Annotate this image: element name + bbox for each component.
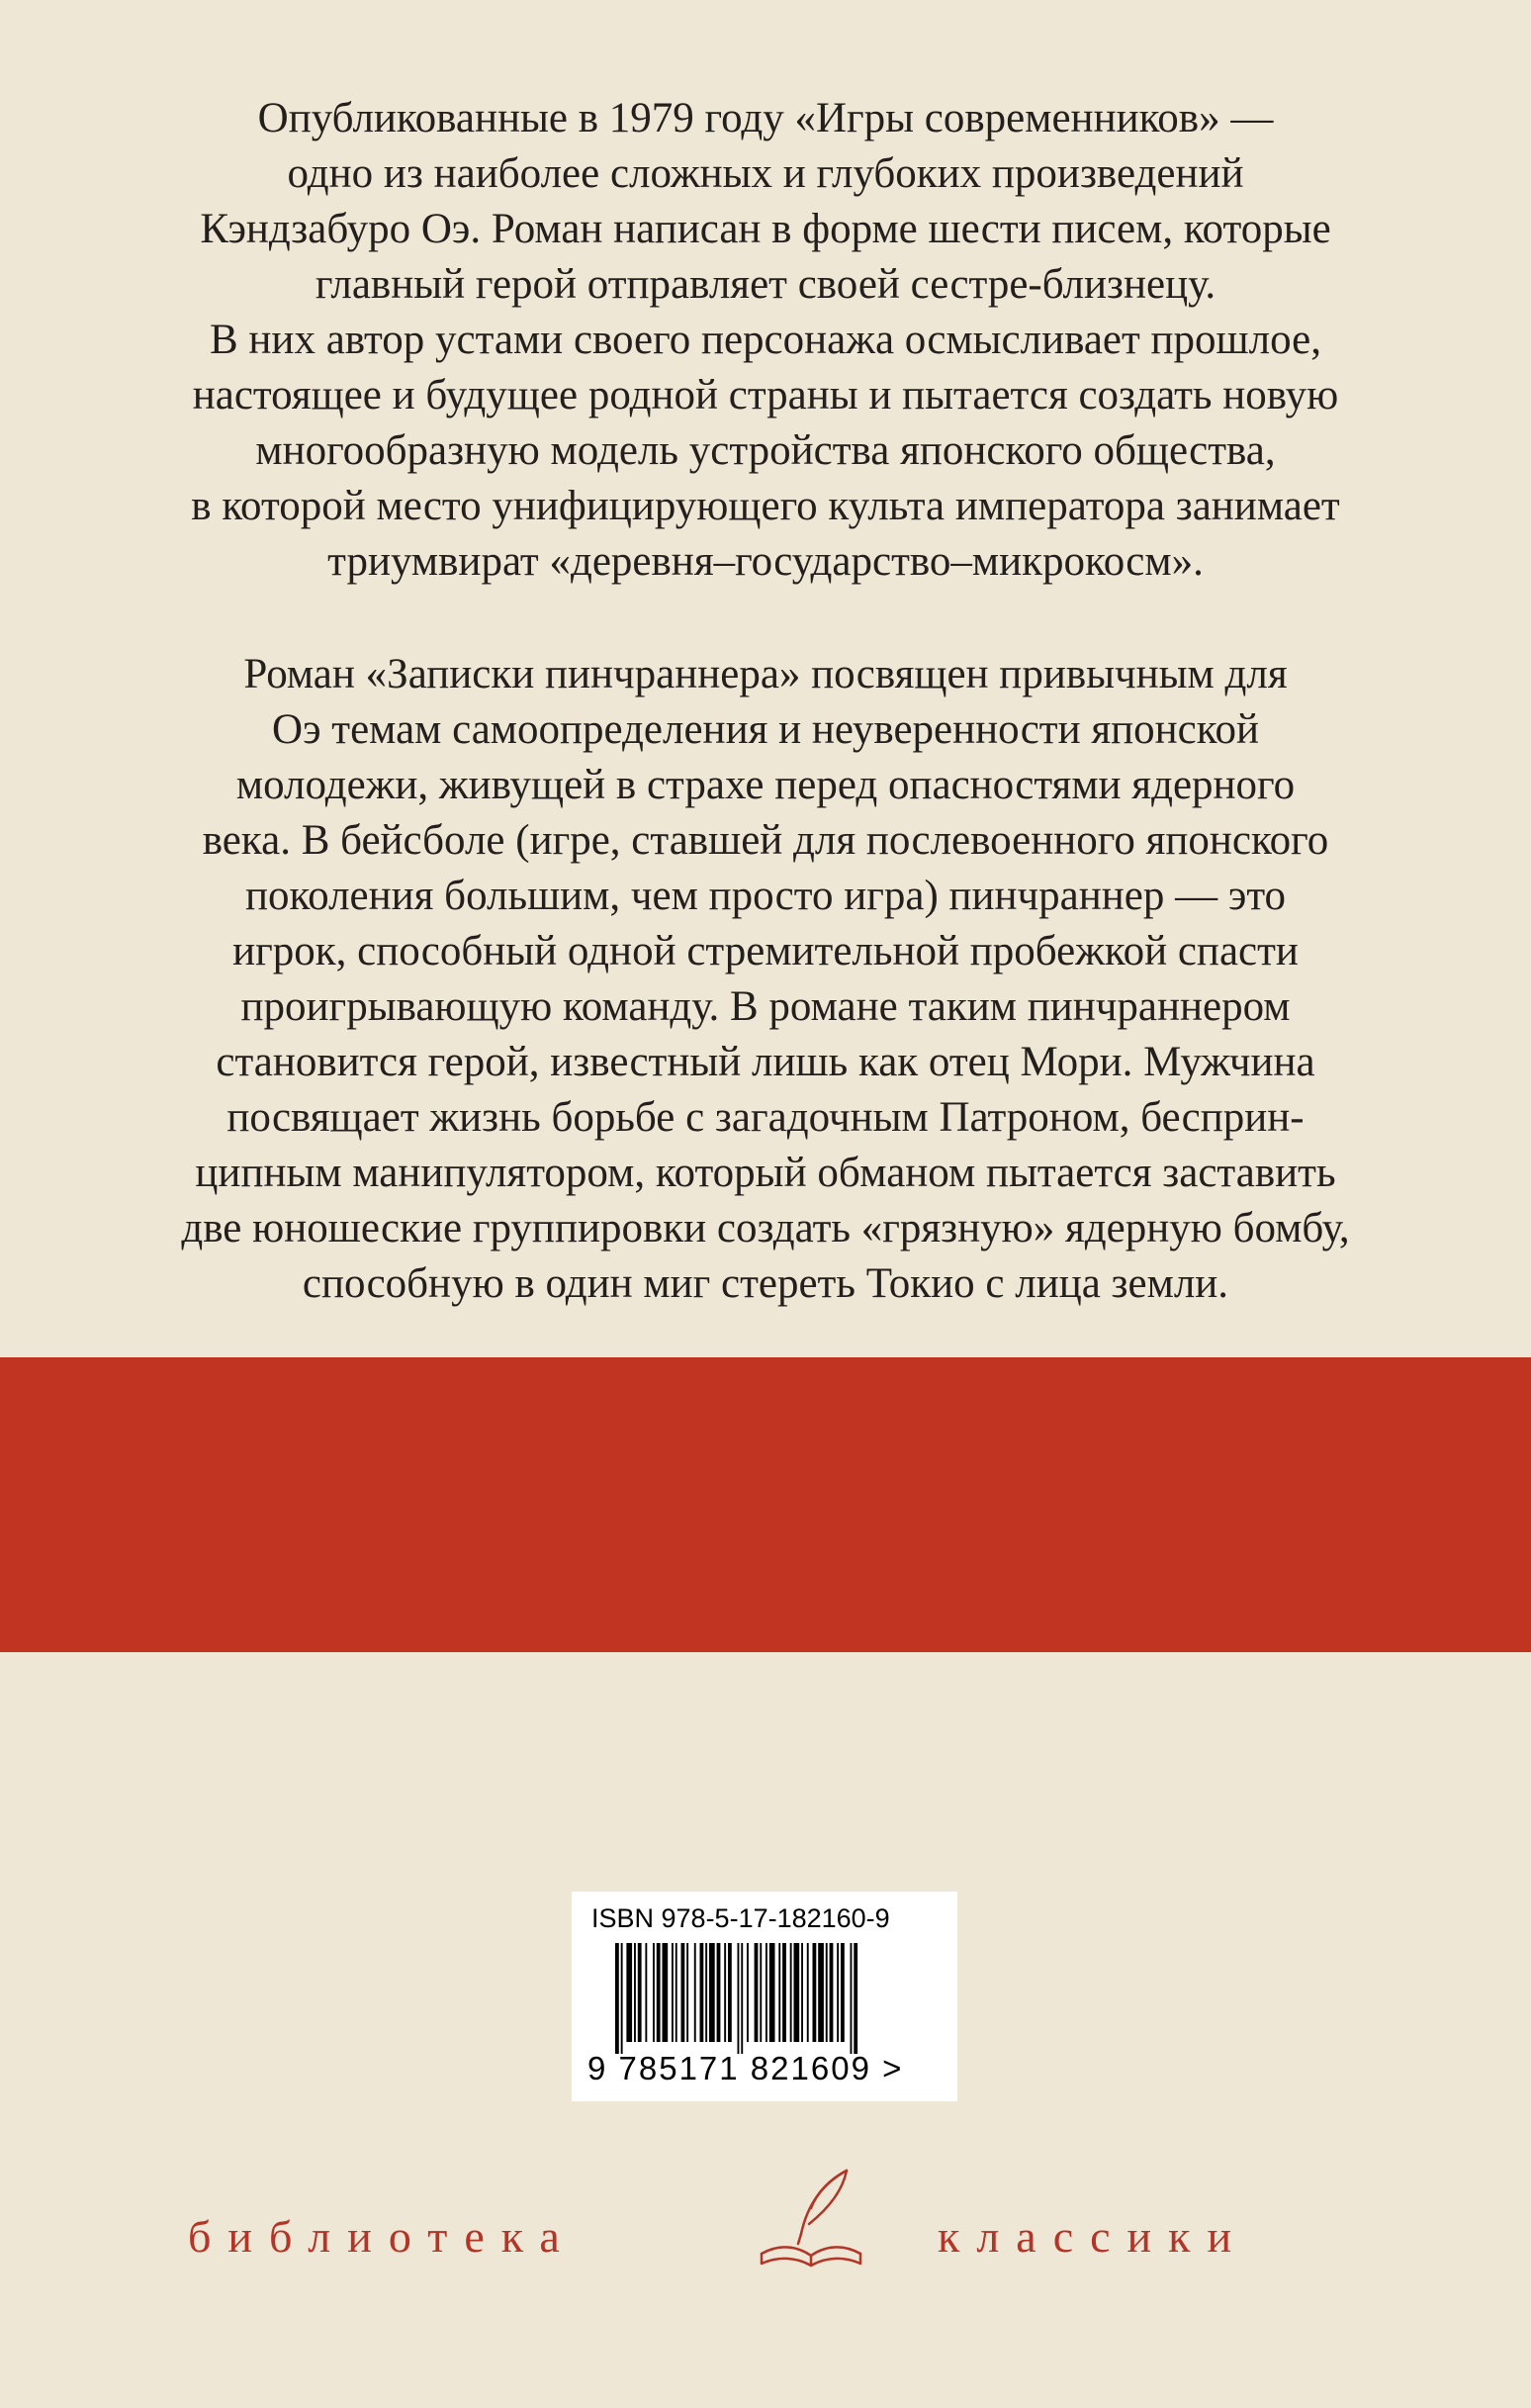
barcode-bar xyxy=(653,1943,655,2042)
text-line: века. В бейсболе (игре, ставшей для послевоенного японского xyxy=(202,817,1329,864)
barcode-bar xyxy=(794,1943,800,2042)
series-name-right: классики xyxy=(938,2211,1249,2262)
barcode-bar xyxy=(755,1943,759,2042)
text-line: становится герой, известный лишь как отец Мори. Мужчина xyxy=(216,1039,1315,1085)
barcode-bar xyxy=(672,1943,674,2042)
barcode-bar xyxy=(760,1943,762,2042)
barcode-bar xyxy=(851,1943,853,2054)
barcode-bar xyxy=(790,1943,792,2042)
barcode-bar xyxy=(700,1943,704,2042)
barcode-bar xyxy=(638,1943,642,2042)
barcode-bar xyxy=(663,1943,669,2042)
text-line: Опубликованные в 1979 году «Игры современников» — xyxy=(257,95,1274,141)
barcode-bar xyxy=(807,1943,809,2042)
barcode-bar xyxy=(681,1943,685,2042)
barcode-bar xyxy=(826,1943,828,2042)
text-line: Кэндзабуро Оэ. Роман написан в форме шести писем, которые xyxy=(200,206,1331,252)
red-band xyxy=(0,1357,1531,1652)
series-name-left: библиотека xyxy=(188,2211,577,2262)
barcode-bar xyxy=(705,1943,707,2042)
barcode-bar xyxy=(818,1943,824,2042)
text-line: две юношеские группировки создать «грязную» ядерную бомбу, xyxy=(181,1205,1350,1251)
text-line: ципным манипулятором, который обманом пытается заставить xyxy=(195,1150,1336,1196)
barcode-bar xyxy=(694,1943,696,2042)
isbn-text: ISBN 978-5-17-182160-9 xyxy=(591,1903,890,1933)
barcode-bar xyxy=(657,1943,661,2042)
barcode-bar xyxy=(709,1943,715,2042)
barcode-bar xyxy=(766,1943,767,2042)
barcode-bar xyxy=(747,1943,749,2042)
text-line: игрок, способный одной стремительной пробежкой спасти xyxy=(232,928,1299,974)
text-line: В них автор устами своего персонажа осмысливает прошлое, xyxy=(209,317,1321,363)
barcode-bar xyxy=(769,1943,775,2042)
barcode-bar xyxy=(621,1943,623,2054)
barcode-bar xyxy=(686,1943,688,2042)
text-line: поколения большим, чем просто игра) пинчраннер — это xyxy=(244,873,1287,919)
barcode-bar xyxy=(738,1943,740,2054)
text-line: способную в один миг стереть Токио с лица земли. xyxy=(302,1260,1229,1307)
barcode-bar xyxy=(675,1943,677,2042)
barcode-bar xyxy=(801,1943,803,2042)
barcode-bar xyxy=(830,1943,834,2042)
barcode-digits: 9 785171 821609 > xyxy=(587,2050,904,2086)
text-line: настоящее и будущее родной страны и пытается создать новую xyxy=(192,372,1339,418)
text-line: посвящает жизнь борьбе с загадочным Патроном, бесприн- xyxy=(226,1094,1305,1141)
barcode-bar xyxy=(778,1943,780,2042)
open-book-quill-icon xyxy=(752,2165,870,2273)
text-line: триумвират «деревня–государство–микрокосм». xyxy=(327,538,1204,585)
barcode-bar xyxy=(626,1943,632,2042)
barcode-bar xyxy=(615,1943,619,2054)
text-line: в которой место унифицирующего культа императора занимает xyxy=(191,483,1340,529)
barcode-bar xyxy=(854,1943,857,2054)
text-line: Оэ темам самоопределения и неуверенности японской xyxy=(272,706,1259,753)
text-line: многообразную модель устройства японского общества, xyxy=(255,427,1276,474)
text-line: одно из наиболее сложных и глубоких произведений xyxy=(287,150,1244,197)
barcode-bar xyxy=(717,1943,721,2042)
barcode-bar xyxy=(782,1943,786,2042)
barcode-bar xyxy=(837,1943,839,2042)
barcode-bar xyxy=(813,1943,817,2042)
text-line: проигрывающую команду. В романе таким пинчраннером xyxy=(240,983,1291,1030)
text-line: молодежи, живущей в страхе перед опасностями ядерного xyxy=(235,762,1296,808)
annotation-paragraph-1 xyxy=(40,91,1491,590)
annotation-paragraph-2 xyxy=(40,647,1491,1312)
text-line: главный герой отправляет своей сестре-близнецу. xyxy=(315,261,1216,308)
barcode-bar xyxy=(841,1943,845,2042)
text-line: Роман «Записки пинчраннера» посвящен привычным для xyxy=(243,651,1288,697)
barcode-bar xyxy=(634,1943,636,2042)
barcode-bar xyxy=(724,1943,726,2042)
barcode-bar xyxy=(741,1943,743,2054)
barcode-bar xyxy=(728,1943,732,2042)
barcode-bar xyxy=(645,1943,647,2042)
barcode-label xyxy=(572,1892,957,2101)
